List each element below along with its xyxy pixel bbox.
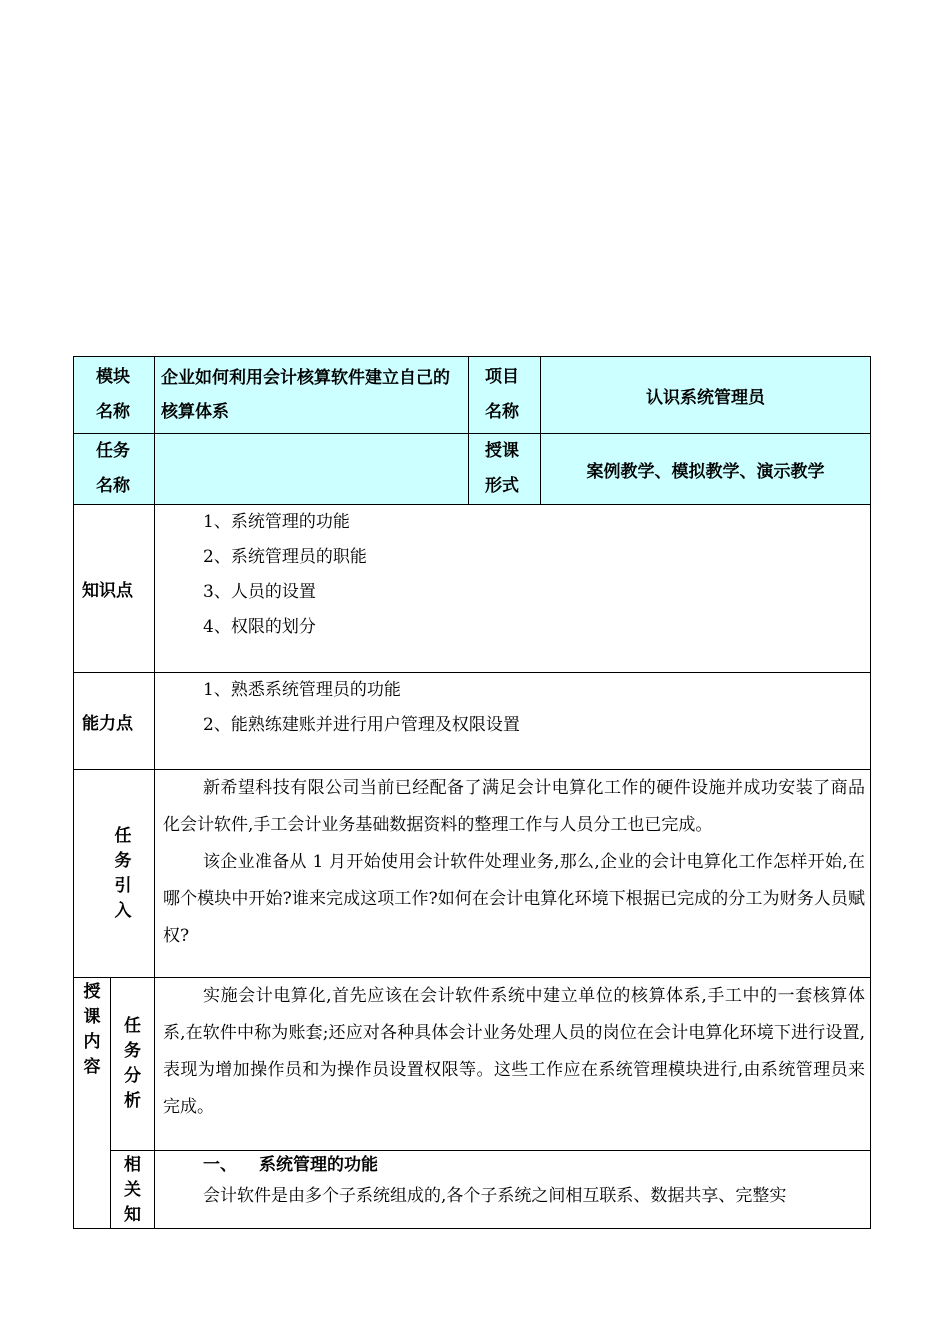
- project-label-cell: [469, 357, 541, 434]
- related-knowledge-char: 知: [124, 1205, 141, 1225]
- teaching-label-line1: 授课: [485, 441, 519, 461]
- task-analysis-row: [74, 978, 871, 1151]
- teaching-label-cell: [469, 434, 541, 505]
- teaching-content-char: 课: [83, 1007, 101, 1027]
- teaching-label-line2: 形式: [485, 476, 519, 496]
- ability-item: 1、熟悉系统管理员的功能: [203, 680, 401, 700]
- knowledge-item: 3、人员的设置: [203, 582, 316, 602]
- task-intro-char: 任: [114, 825, 132, 846]
- task-name-value: [155, 434, 469, 505]
- related-knowledge-char: 关: [124, 1180, 141, 1200]
- ability-list: [155, 673, 871, 770]
- ability-item: 2、能熟练建账并进行用户管理及权限设置: [203, 715, 520, 735]
- task-label-line2: 名称: [96, 476, 130, 496]
- task-analysis-char: 析: [124, 1091, 141, 1111]
- header-row-module: [74, 357, 871, 434]
- task-intro-label: [74, 770, 155, 978]
- task-label-cell: [74, 434, 155, 505]
- task-intro-char: 引: [114, 875, 132, 896]
- task-intro-text: [155, 770, 871, 978]
- lesson-plan-table: [73, 356, 871, 1229]
- knowledge-item: 4、权限的划分: [203, 617, 316, 637]
- project-name-value: 认识系统管理员: [541, 357, 871, 434]
- task-intro-char: 入: [114, 900, 132, 921]
- task-analysis-label: [111, 978, 155, 1151]
- knowledge-label: 知识点: [74, 505, 155, 673]
- teaching-content-char: 容: [83, 1057, 101, 1077]
- related-knowledge-char: 相: [124, 1155, 141, 1175]
- section-heading: [163, 1151, 865, 1181]
- knowledge-list: [155, 505, 871, 673]
- teaching-content-char: 授: [83, 982, 101, 1002]
- task-intro-paragraph: 新希望科技有限公司当前已经配备了满足会计电算化工作的硬件设施并成功安装了商品化会计软件,手工会计业务基础数据资料的整理工作与人员分工也已完成。: [163, 778, 865, 835]
- ability-label: 能力点: [74, 673, 155, 770]
- task-analysis-paragraph: 实施会计电算化,首先应该在会计软件系统中建立单位的核算体系,手工中的一套核算体系,在软件中称为账套;还应对各种具体会计业务处理人员的岗位在会计电算化环境下进行设置,表现为增加操作员和为操作员设置权限等。这些工作应在系统管理模块进行,由系统管理员来完成。: [163, 986, 865, 1117]
- section-title: 系统管理的功能: [259, 1155, 378, 1175]
- task-label-line1: 任务: [96, 441, 130, 461]
- knowledge-row: [74, 505, 871, 673]
- module-label-line2: 名称: [96, 402, 130, 422]
- task-intro-paragraph: 该企业准备从 1 月开始使用会计软件处理业务,那么,企业的会计电算化工作怎样开始,在哪个模块中开始?谁来完成这项工作?如何在会计电算化环境下根据已完成的分工为财务人员赋权?: [163, 852, 865, 946]
- header-row-task: [74, 434, 871, 505]
- task-analysis-char: 务: [124, 1041, 141, 1061]
- project-label-line2: 名称: [485, 402, 519, 422]
- module-label-line1: 模块: [96, 367, 130, 387]
- module-label-cell: [74, 357, 155, 434]
- task-analysis-char: 分: [124, 1066, 141, 1086]
- task-analysis-text: [155, 978, 871, 1151]
- teaching-content-label: [74, 978, 111, 1229]
- section-number: 一、: [203, 1155, 237, 1175]
- task-intro-row: [74, 770, 871, 978]
- knowledge-item: 1、系统管理的功能: [203, 512, 350, 532]
- teaching-form-value: 案例教学、模拟教学、演示教学: [541, 434, 871, 505]
- task-intro-char: 务: [114, 850, 132, 871]
- module-name-value: 企业如何利用会计核算软件建立自己的核算体系: [155, 357, 469, 434]
- related-knowledge-row: [74, 1151, 871, 1229]
- ability-row: [74, 673, 871, 770]
- knowledge-item: 2、系统管理员的职能: [203, 547, 367, 567]
- related-knowledge-text: [155, 1151, 871, 1229]
- project-label-line1: 项目: [485, 367, 519, 387]
- related-knowledge-label: [111, 1151, 155, 1229]
- task-analysis-char: 任: [124, 1016, 141, 1036]
- section-paragraph: 会计软件是由多个子系统组成的,各个子系统之间相互联系、数据共享、完整实: [203, 1186, 787, 1206]
- teaching-content-char: 内: [83, 1032, 101, 1052]
